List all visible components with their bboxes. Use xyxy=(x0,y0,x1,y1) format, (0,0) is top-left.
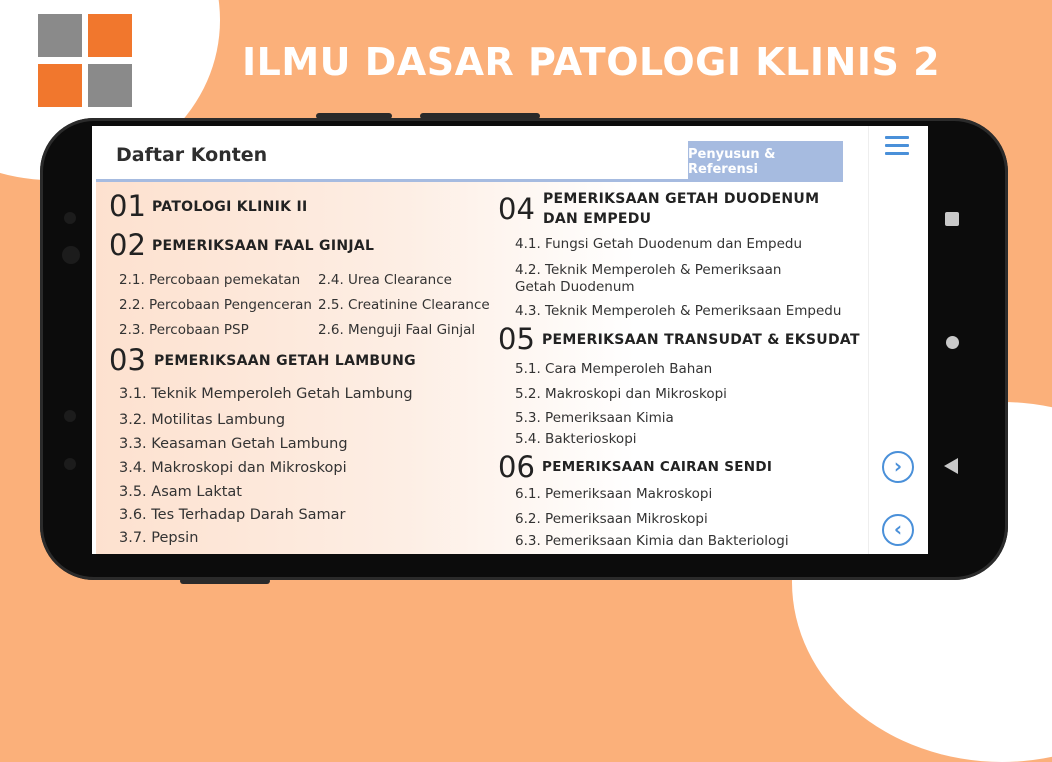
section-number: 02 xyxy=(109,228,146,262)
list-item[interactable]: 3.3. Keasaman Getah Lambung xyxy=(119,436,348,452)
section-title[interactable]: PEMERIKSAAN FAAL GINJAL xyxy=(152,238,375,254)
list-item[interactable]: 5.3. Pemeriksaan Kimia xyxy=(515,410,674,426)
recents-icon[interactable] xyxy=(945,212,959,226)
list-item[interactable]: 2.4. Urea Clearance xyxy=(318,272,452,288)
section-number: 01 xyxy=(109,189,146,223)
page-title: Daftar Konten xyxy=(116,144,268,166)
phone-sensor xyxy=(64,458,76,470)
list-item[interactable]: 3.2. Motilitas Lambung xyxy=(119,412,286,428)
list-item[interactable]: 6.3. Pemeriksaan Kimia dan Bakteriologi xyxy=(515,533,789,549)
section-number: 03 xyxy=(109,343,146,377)
section-number: 06 xyxy=(498,450,535,484)
section-title[interactable]: PEMERIKSAAN TRANSUDAT & EKSUDAT xyxy=(542,332,860,348)
prev-page-icon[interactable]: ‹ xyxy=(882,514,914,546)
phone-camera xyxy=(62,246,80,264)
list-item[interactable]: 5.1. Cara Memperoleh Bahan xyxy=(515,361,713,377)
home-icon[interactable] xyxy=(946,336,959,349)
section-title[interactable]: PATOLOGI KLINIK II xyxy=(152,199,308,215)
section-title[interactable]: PEMERIKSAAN CAIRAN SENDI xyxy=(542,459,773,475)
section-number: 05 xyxy=(498,322,535,356)
list-item[interactable]: 2.1. Percobaan pemekatan xyxy=(119,272,301,288)
list-item[interactable]: 5.2. Makroskopi dan Mikroskopi xyxy=(515,386,727,402)
list-item[interactable]: 4.3. Teknik Memperoleh & Pemeriksaan Empedu xyxy=(515,303,842,319)
list-item[interactable]: 4.1. Fungsi Getah Duodenum dan Empedu xyxy=(515,236,803,252)
brand-logo xyxy=(38,14,134,108)
list-item[interactable]: 3.7. Pepsin xyxy=(119,530,199,546)
list-item[interactable]: 2.6. Menguji Faal Ginjal xyxy=(318,322,476,338)
next-page-icon[interactable]: › xyxy=(882,451,914,483)
list-item[interactable]: 4.2. Teknik Memperoleh & Pemeriksaan Getah Duodenum xyxy=(515,262,782,295)
phone-sensor xyxy=(64,212,76,224)
list-item[interactable]: 2.3. Percobaan PSP xyxy=(119,322,249,338)
header-divider xyxy=(96,179,843,182)
section-title[interactable]: PEMERIKSAAN GETAH LAMBUNG xyxy=(154,353,416,369)
references-button[interactable]: Penyusun & Referensi xyxy=(688,141,843,182)
list-item[interactable]: 2.2. Percobaan Pengenceran xyxy=(119,297,312,313)
app-header xyxy=(92,126,868,182)
section-number: 04 xyxy=(498,192,535,226)
list-item[interactable]: 2.5. Creatinine Clearance xyxy=(318,297,490,313)
app-screen xyxy=(92,126,928,554)
list-item[interactable]: 3.1. Teknik Memperoleh Getah Lambung xyxy=(119,386,413,402)
section-title[interactable]: PEMERIKSAAN GETAH DUODENUM xyxy=(543,191,820,207)
back-icon[interactable] xyxy=(944,458,958,474)
banner-title: ILMU DASAR PATOLOGI KLINIS 2 xyxy=(242,40,941,84)
list-item[interactable]: 3.5. Asam Laktat xyxy=(119,484,242,500)
list-item[interactable]: 5.4. Bakterioskopi xyxy=(515,431,637,447)
section-title[interactable]: DAN EMPEDU xyxy=(543,211,652,227)
list-item[interactable]: 3.4. Makroskopi dan Mikroskopi xyxy=(119,460,347,476)
right-rail xyxy=(868,126,928,554)
list-item[interactable]: 3.6. Tes Terhadap Darah Samar xyxy=(119,507,346,523)
hamburger-menu-icon[interactable] xyxy=(885,136,909,160)
list-item[interactable]: 6.2. Pemeriksaan Mikroskopi xyxy=(515,511,708,527)
phone-sensor xyxy=(64,410,76,422)
list-item[interactable]: 6.1. Pemeriksaan Makroskopi xyxy=(515,486,713,502)
